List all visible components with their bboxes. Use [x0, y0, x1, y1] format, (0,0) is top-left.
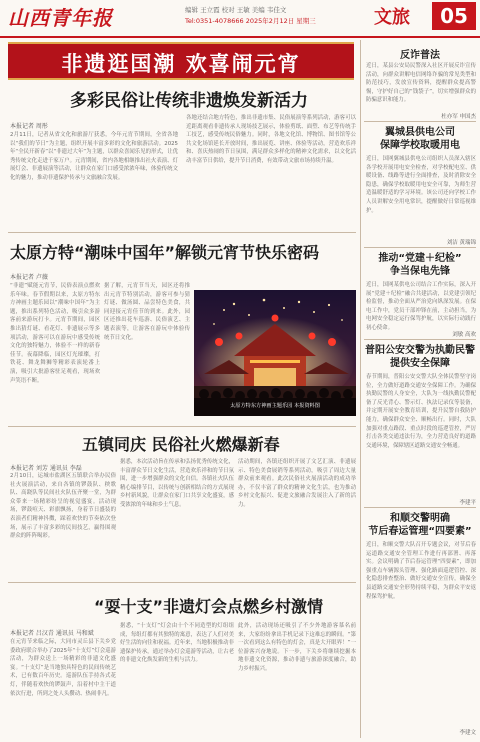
article3-body-mid: 据悉，本次活动旨在传承和弘扬优秀传统文化，丰富群众节日文化生活，营造欢乐祥和的节日氛围，进一步增强群众的文化自信。各镇社火队伍精心编排节目，以传统与创新相结合的方式展现乡村新风貌，让群众在家门口共享文化盛宴，感受浓浓的年味和乡土气息。: [120, 459, 234, 508]
sidebar2-sign: 刘洁 黄瑞锦: [446, 240, 476, 246]
divider: [364, 507, 476, 508]
date-info: Tel:0351-4078666 2025年2月12日 星期三: [185, 17, 316, 25]
article1-title: 多彩民俗让传统非遗焕发新活力: [70, 91, 308, 111]
divider: [364, 339, 476, 340]
article1-body-right: 各地还结合地方特色，推出非遗市集、民俗展演等系列活动，游客可以近距离观看非遗传承人现场技艺展示，体验剪纸、面塑、布艺等传统手工技艺，感受传统民俗魅力。同时，各地文化馆、博物馆、图书馆等公共文化场馆延长开放时间，推出展览、讲座、体验等活动，营造欢乐祥和、喜庆热闹的节日氛围，满足群众多样化的精神文化需求，以文化活动丰富节日供给，提升节日消费，有效带动文旅市场持续升温。: [186, 115, 356, 164]
divider: [8, 582, 356, 583]
sidebar2-title: 翼城县供电公司 保障学校取暖用电: [380, 127, 460, 151]
divider: [8, 426, 356, 427]
article4-title: “耍十支”非遗灯会点燃乡村激情: [94, 597, 324, 616]
article3-body-right: 活动期间，各镇还组织开展了文艺汇演、非遗展示、特色美食展销等系列活动，吸引了周边大量群众前来观看。此次民俗社火展演活动的成功举办，不仅丰富了群众的精神文化生活，也为推动乡村文化振兴、促进文旅融合发展注入了新的活力。: [238, 459, 356, 508]
article1-body-left: 2月11日，记者从省文化和旅游厅获悉，今年元宵节期间，全省各地以“我们的节日”为主题，组织开展丰富多彩的文化和旅游活动。2025年“全民开新春”以“非遗过大年”为主题，以群众喜闻乐见的形式，让优秀传统文化走进千家万户。元宵期间，省内各地相继推出社火表演、灯展灯会、非遗展演等活动，让群众在家门口感受浓浓年味，体验传统文化的魅力，推动非遗保护传承与文旅融合发展。: [10, 132, 178, 181]
article4-body-right: 此外，活动现场还吸引了不少外地游客慕名前来，大家纷纷拿出手机记录下这难忘的瞬间。“第一次看到这么有特色的灯会，真是大开眼界！”一位游客兴奋地说。下一步，下关乡将继续挖掘本地非遗文化资源，推动非遗与旅游深度融合，助力乡村振兴。: [238, 623, 356, 672]
photo-illustration: [194, 290, 356, 416]
article4-body-left: 在元宵节来临之际，大同市灵丘县下关乡党委政府联合举办了2025年“十支灯”灯会巡游活动，为群众送上一场精彩的非遗文化盛宴。“十支灯”是当地独具特色的民间传统艺术，已有数百年历史。巡游队伍手持各式花灯，伴随着欢快的锣鼓声，沿着村中主干道依次行进，所到之处人头攒动、热闹非凡。: [10, 639, 116, 697]
sidebar1-title: 反诈普法: [400, 50, 440, 61]
section-name: 文旅: [374, 7, 410, 28]
divider: [364, 121, 476, 122]
article3-body-left: 2月10日，运城市盐湖区五镇联合举办民俗社火展演活动，来自各镇的锣鼓队、秧歌队、高跷队等民间社火队伍齐聚一堂，为群众带来一场精彩纷呈的视觉盛宴。活动现场，锣鼓喧天、彩旗飘扬，身着节日盛装的表演者们精神抖擞，踩着欢快的节奏依次登场，展示了丰富多彩的民间技艺，赢得围观群众的阵阵喝彩。: [10, 473, 116, 540]
article4-byline: 本报记者 吕汉青 通讯员 马和斌: [10, 630, 94, 637]
sidebar4-title: 普阳公安交警为执勤民警 提供安全保障: [365, 345, 475, 369]
sidebar3-body: 近日，国网某供电公司结合工作实际，深入开展“党建＋纪检”融合共建活动，以党建引领纪检监督，推动全面从严治党向纵深发展。在保电工作中，党员干部冲锋在前，主动担当，为电网安全稳定运行保驾护航，以实际行动践行初心使命。: [366, 282, 476, 331]
sidebar1-sign: 杜亦军 申国杰: [441, 114, 476, 120]
editor-info: 编辑 王立霞 校对 王敏 美编 韦佳文: [185, 6, 287, 14]
sidebar4-body: 春节期间，普阳公安交警大队全体民警坚守岗位，全力做好道路交通安全保障工作。为确保执勤民警的人身安全，大队为一线执勤民警配备了反光背心、警示灯、执法记录仪等装备，并定期开展安全教育培训，提升民警自我防护能力，确保群众安全、顺畅出行。同时，大队加强对重点路段、重点时段的巡逻管控，严厉打击各类交通违法行为，全力营造良好的道路交通环境，保障辖区道路交通安全畅通。: [366, 374, 476, 449]
sidebar1-body: 近日，某县公安局民警深入社区开展反诈宣传活动，向群众讲解电信网络诈骗的常见类型和防范技巧，发放宣传资料，提醒群众提高警惕，守护好自己的“钱袋子”，切实增强群众的防骗意识和能力。: [366, 63, 476, 104]
divider: [8, 232, 356, 233]
sidebar4-sign: 李建平: [459, 500, 476, 506]
article2-body-left: “非遗”赋能元宵节，民俗表演点燃欢乐年味。春节假期以来，太原方特东方神画主题乐园以“潮味中国年”为主题，推出系列特色活动，吸引众多游客前来游玩打卡。元宵节期间，园区推出猜灯谜、看花灯、非遗展示等多项活动，游客可以在游玩中感受传统文化的独特魅力，体验不一样的新春佳节。夜幕降临，园区灯光璀璨，打铁花、舞龙舞狮等精彩表演轮番上演，吸引大批游客驻足观看，现场欢声笑语不断。: [10, 283, 100, 384]
column-divider: [360, 40, 361, 738]
article2-body-mid: 据了解，元宵节当天，园区还将推出元宵节特别活动，游客可参与猜灯谜、做汤圆、品尝特色美食，共同迎接元宵佳节的到来。此外，园区还推出花车巡游、民俗演艺、主题表演等，让游客在游玩中体验传统节日文化。: [104, 283, 190, 341]
article3-title: 五镇同庆 民俗社火燃爆新春: [82, 435, 280, 454]
page-number: 05: [432, 2, 476, 30]
article2-title: 太原方特“潮味中国年”解锁元宵节快乐密码: [10, 243, 320, 262]
banner-text: 非遗逛国潮 欢喜闹元宵: [61, 52, 301, 76]
sidebar5-sign: 李建文: [459, 730, 476, 736]
photo-caption: 太原方特东方神画主题乐园 本报资料图: [230, 403, 320, 409]
lantern-festival-photo: [194, 290, 356, 416]
article4-body-mid: 据悉，“十支灯”灯会由十个不同造型的灯组组成，每组灯都有其独特的寓意，表达了人们对美好生活的向往和祝福。近年来，当地积极推动非遗保护传承，通过举办灯会巡游等活动，让古老的非遗文化焕发新的生机与活力。: [120, 623, 234, 664]
article2-byline: 本报记者 卢薇: [10, 274, 48, 281]
sidebar5-body: 近日，和顺交警大队召开专题会议，对节后春运道路交通安全管理工作进行再部署、再落实。会议明确了节后春运管理“四要素”，即加强重点车辆源头管理、强化路面巡逻管控、深化隐患排查整治、做好交通安全宣传，确保全县道路交通安全形势持续平稳，为群众平安返程保驾护航。: [366, 542, 476, 600]
divider: [364, 247, 476, 248]
newspaper-logo: 山西青年报: [8, 6, 113, 30]
sidebar5-title: 和顺交警明确 节后春运管理“四要素”: [368, 513, 472, 537]
sidebar2-body: 近日，国网翼城县供电公司组织人员深入辖区各学校开展用电安全检查，对学校配电室、供暖设备、线路等进行全面排查，及时消除安全隐患，确保学校取暖用电安全可靠，为师生营造温暖舒适的学习环境。该公司还向学校工作人员讲解安全用电常识，提醒做好日常巡视维护。: [366, 156, 476, 214]
headline-banner: [8, 42, 354, 80]
article3-byline: 本报记者 刘芳 通讯员 李磊: [10, 465, 82, 472]
sidebar3-title: 推动“党建＋纪检” 争当保电先锋: [378, 253, 462, 277]
sidebar3-sign: 刘敏 高欢: [452, 332, 476, 338]
article1-byline: 本报记者 周彤: [10, 123, 48, 130]
